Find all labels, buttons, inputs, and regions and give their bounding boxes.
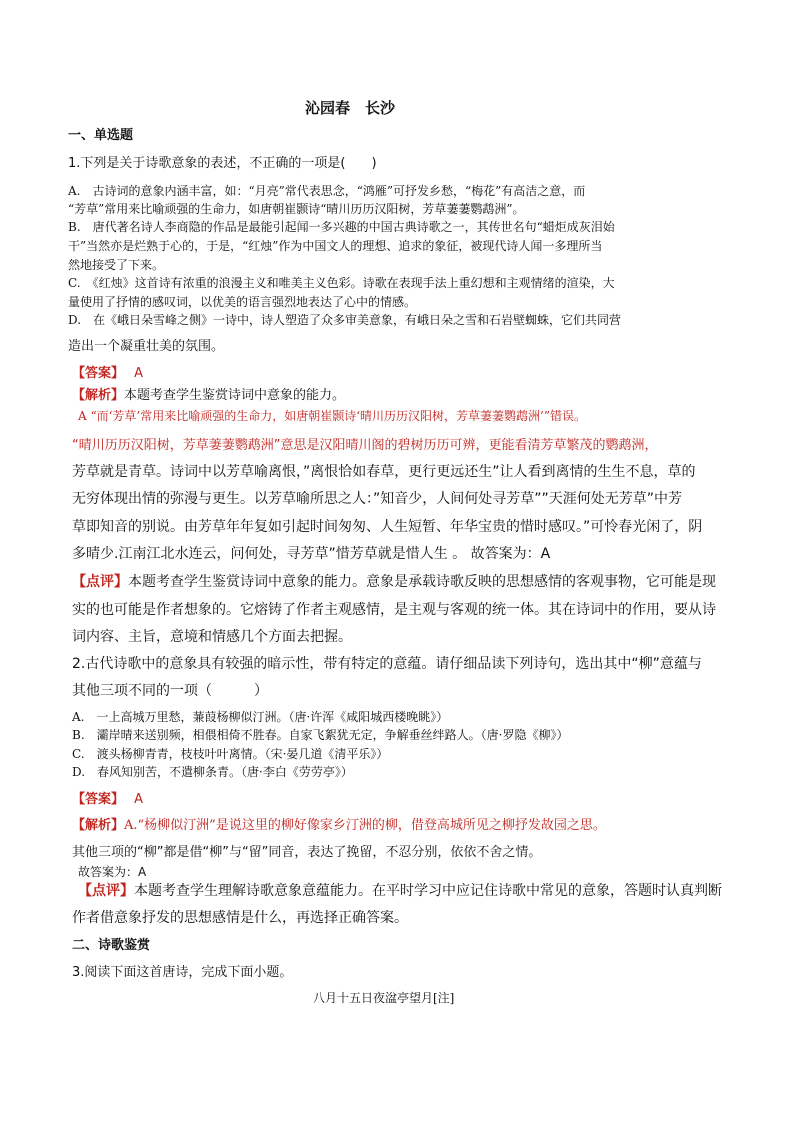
- question-2-explanation-line1: [72, 819, 606, 832]
- answer-label: 【答案】: [72, 366, 125, 381]
- question-1-option-a-line2: “芳草”常用来比喻顽强的生命力，如唐朝崔颢诗“晴川历历汉阳树，芳草萋萋鹦鹉洲”。: [68, 202, 525, 216]
- question-2-explanation-line2: 其他三项的“柳”都是借“柳”与“留”同音，表达了挽留，不忍分别，依依不舍之情。: [72, 845, 542, 860]
- question-1-option-c-line1: C. 《红烛》这首诗有浓重的浪漫主义和唯美主义色彩。诗歌在表现手法上重幻想和主观情绪的渲染，大: [68, 276, 615, 290]
- answer-value: A: [134, 792, 144, 807]
- question-1-explanation-line4: 无穷体现出情的弥漫与更生。以芳草喻所思之人：”知音少，人间何处寻芳草””天涯何处无芳草”中芳: [72, 491, 683, 507]
- question-2-option-b: B. 灞岸晴来送别频，相偎相倚不胜春。自家飞絮犹无定，争解垂丝绊路人。（唐·罗隐《柳》）: [72, 728, 569, 742]
- question-2-answer: [72, 793, 143, 806]
- question-1-option-b-line2: 干”当然亦是烂熟于心的，于是，“红烛”作为中国文人的理想、追求的象征，被现代诗人闻一多理所当: [68, 239, 603, 253]
- section-heading-single-choice: 一、单选题: [68, 128, 134, 143]
- comment-text: 本题考查学生鉴赏诗词中意象的能力。意象是承载诗歌反映的思想感情的客观事物，它可能是现: [128, 574, 716, 590]
- question-1-explanation-line5: 草即知音的别说。由芳草年年复如引起时间匆匆、人生短暂、年华宝贵的惜时感叹。”可怜春光闲了，阴: [72, 519, 703, 535]
- question-1-explanation-red-line2: “晴川历历汉阳树，芳草萋萋鹦鹉洲”意思是汉阳晴川阁的碧树历历可辨，更能看清芳草繁茂的鹦鹉洲，: [72, 438, 658, 453]
- question-1-stem: 1.下列是关于诗歌意象的表述，不正确的一项是( ): [68, 156, 377, 171]
- question-1-explanation-red-line1: A “而‘芳草’常用来比喻顽强的生命力，如唐朝崔颢诗‘晴川历历汉阳树，芳草萋萋鹦鹉洲’”错误。: [78, 409, 587, 423]
- comment-text: 本题考查学生理解诗歌意象意蕴能力。在平时学习中应记住诗歌中常见的意象，答题时认真判断: [134, 883, 722, 899]
- section-heading-poetry: 二、诗歌鉴赏: [72, 938, 151, 953]
- question-1-option-d-line2: 造出一个凝重壮美的氛围。: [68, 339, 225, 354]
- page-title: 沁园春 长沙: [305, 99, 396, 117]
- question-1-comment-line1: [72, 575, 716, 589]
- answer-value: A: [134, 366, 144, 381]
- question-1-option-c-line2: 量使用了抒情的感叹词，以优美的语言强烈地表达了心中的情感。: [68, 295, 417, 309]
- question-2-explanation-line3: 故答案为：A: [78, 865, 147, 879]
- explanation-text: A.“杨柳似汀洲”是说这里的柳好像家乡汀洲的柳，借登高城所见之柳抒发故园之思。: [124, 818, 606, 833]
- question-3-stem: 3.阅读下面这首唐诗，完成下面小题。: [72, 965, 293, 980]
- question-1-explanation-head: [72, 389, 345, 402]
- question-1-comment-line2: 实的也可能是作者想象的。它熔铸了作者主观感情，是主观与客观的统一体。其在诗词中的作用，要从诗: [72, 602, 716, 618]
- explanation-label: 【解析】: [72, 388, 125, 403]
- question-1-explanation-line3: 芳草就是青草。诗词中以芳草喻离恨，”离恨恰如春草，更行更远还生”让人看到离情的生生不息，草的: [72, 464, 696, 480]
- answer-label: 【答案】: [72, 792, 125, 807]
- question-2-comment-line1: [78, 884, 722, 898]
- comment-label: 【点评】: [78, 883, 134, 899]
- question-2-option-a: A. 一上高城万里愁，蒹葭杨柳似汀洲。（唐·许浑《咸阳城西楼晚眺》）: [72, 710, 449, 724]
- question-2-option-c: C. 渡头杨柳青青，枝枝叶叶离情。（宋·晏几道《清平乐》）: [72, 747, 389, 761]
- question-1-option-b-line1: B. 唐代著名诗人李商隐的作品是最能引起闻一多兴趣的中国古典诗歌之一，其传世名句“蜡炬成灰泪始: [68, 220, 615, 234]
- question-1-answer: [72, 367, 143, 380]
- comment-label: 【点评】: [72, 574, 128, 590]
- question-2-comment-line2: 作者借意象抒发的思想感情是什么，再选择正确答案。: [72, 910, 408, 926]
- question-1-option-a-line1: A. 古诗词的意象内涵丰富，如：“月亮”常代表思念，“鸿雁”可抒发乡愁，“梅花”有高洁之意，而: [68, 184, 586, 198]
- explanation-text: 本题考查学生鉴赏诗词中意象的能力。: [124, 388, 346, 403]
- question-1-option-d-line1: D. 在《峨日朵雪峰之侧》一诗中，诗人塑造了众多审美意象，有峨日朵之雪和石岩壁蜘蛛，它们共同营: [68, 313, 622, 327]
- question-2-stem-line1: 2.古代诗歌中的意象具有较强的暗示性，带有特定的意蕴。请仔细品读下列诗句，选出其中“柳”意蕴与: [72, 656, 702, 672]
- poem-title: 八月十五日夜湓亭望月[注]: [313, 991, 455, 1005]
- question-1-comment-line3: 词内容、主旨，意境和情感几个方面去把握。: [72, 629, 352, 645]
- question-2-option-d: D. 春风知别苦，不遣柳条青。（唐·李白《劳劳亭》）: [72, 765, 353, 779]
- explanation-label: 【解析】: [72, 818, 125, 833]
- question-2-stem-line2: 其他三项不同的一项（ ）: [72, 683, 268, 699]
- question-1-option-b-line3: 然地接受了下来。: [68, 258, 165, 272]
- question-1-explanation-line6: 多晴少.江南江北水连云，问何处，寻芳草”惜芳草就是惜人生 。 故答案为：A: [72, 546, 551, 562]
